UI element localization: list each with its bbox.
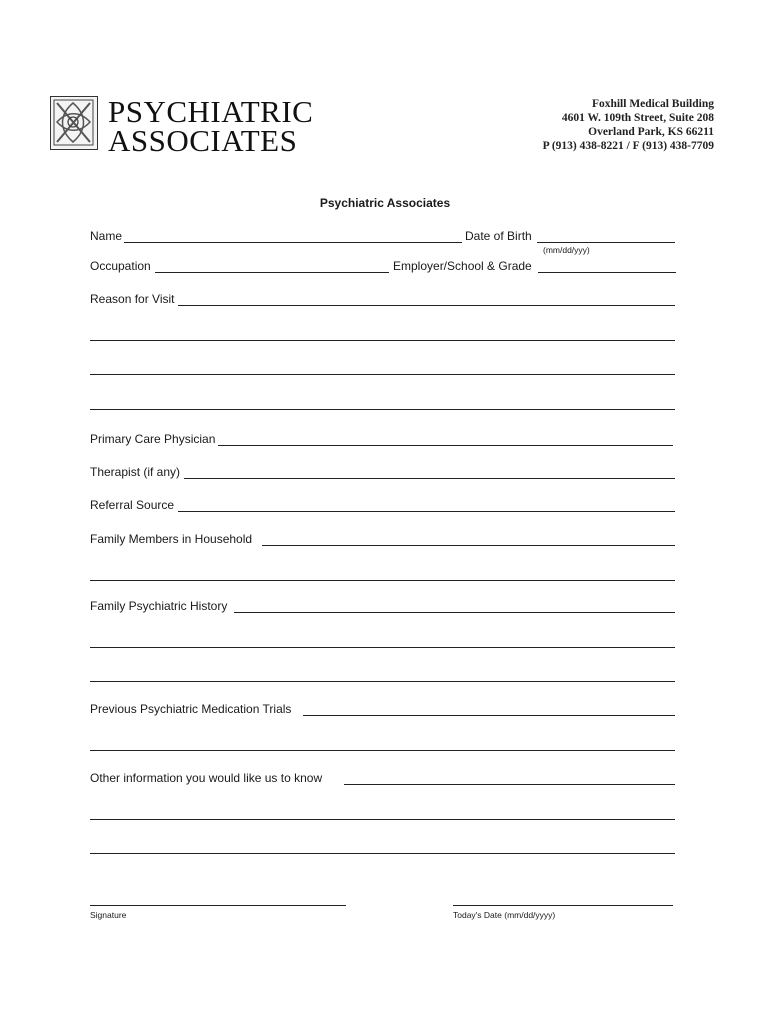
name-label: Name: [90, 229, 123, 243]
other-info-label: Other information you would like us to know: [90, 771, 323, 785]
dob-format-hint: (mm/dd/yyy): [543, 245, 590, 255]
medication-label: Previous Psychiatric Medication Trials: [90, 702, 292, 716]
pcp-field[interactable]: [218, 445, 673, 446]
reason-field-line-3[interactable]: [90, 374, 675, 375]
other-info-field-line-3[interactable]: [90, 853, 675, 854]
reason-label: Reason for Visit: [90, 292, 175, 306]
referral-field[interactable]: [178, 511, 675, 512]
medication-field[interactable]: [303, 715, 675, 716]
reason-field-line-4[interactable]: [90, 409, 675, 410]
pcp-label: Primary Care Physician: [90, 432, 216, 446]
family-members-field[interactable]: [262, 545, 675, 546]
medication-field-line-2[interactable]: [90, 750, 675, 751]
logo-wordmark-line2: ASSOCIATES: [108, 123, 298, 158]
employer-field[interactable]: [538, 272, 676, 273]
family-history-field-line-3[interactable]: [90, 681, 675, 682]
therapist-field[interactable]: [184, 478, 675, 479]
referral-label: Referral Source: [90, 498, 175, 512]
employer-label: Employer/School & Grade: [393, 259, 532, 273]
logo-knot-icon: [50, 96, 98, 150]
address-street: 4601 W. 109th Street, Suite 208: [561, 112, 714, 124]
dob-label: Date of Birth: [465, 229, 532, 243]
family-history-label: Family Psychiatric History: [90, 599, 228, 613]
family-members-field-line-2[interactable]: [90, 580, 675, 581]
address-city: Overland Park, KS 66211: [588, 126, 714, 138]
occupation-field[interactable]: [155, 272, 389, 273]
family-history-field[interactable]: [234, 612, 675, 613]
therapist-label: Therapist (if any): [90, 465, 181, 479]
form-title: Psychiatric Associates: [319, 196, 451, 210]
reason-field-line-2[interactable]: [90, 340, 675, 341]
family-history-field-line-2[interactable]: [90, 647, 675, 648]
name-field[interactable]: [124, 242, 462, 243]
address-building: Foxhill Medical Building: [591, 98, 714, 110]
signature-field[interactable]: [90, 905, 346, 906]
signature-label: Signature: [90, 910, 127, 920]
logo-wordmark-line1: PSYCHIATRIC: [108, 94, 314, 129]
other-info-field-line-2[interactable]: [90, 819, 675, 820]
occupation-label: Occupation: [90, 259, 151, 273]
dob-field[interactable]: [537, 242, 675, 243]
today-date-label: Today's Date (mm/dd/yyyy): [453, 910, 556, 920]
today-date-field[interactable]: [453, 905, 673, 906]
other-info-field[interactable]: [344, 784, 675, 785]
address-phone-fax: P (913) 438-8221 / F (913) 438-7709: [542, 140, 714, 152]
reason-field[interactable]: [178, 305, 675, 306]
family-members-label: Family Members in Household: [90, 532, 253, 546]
